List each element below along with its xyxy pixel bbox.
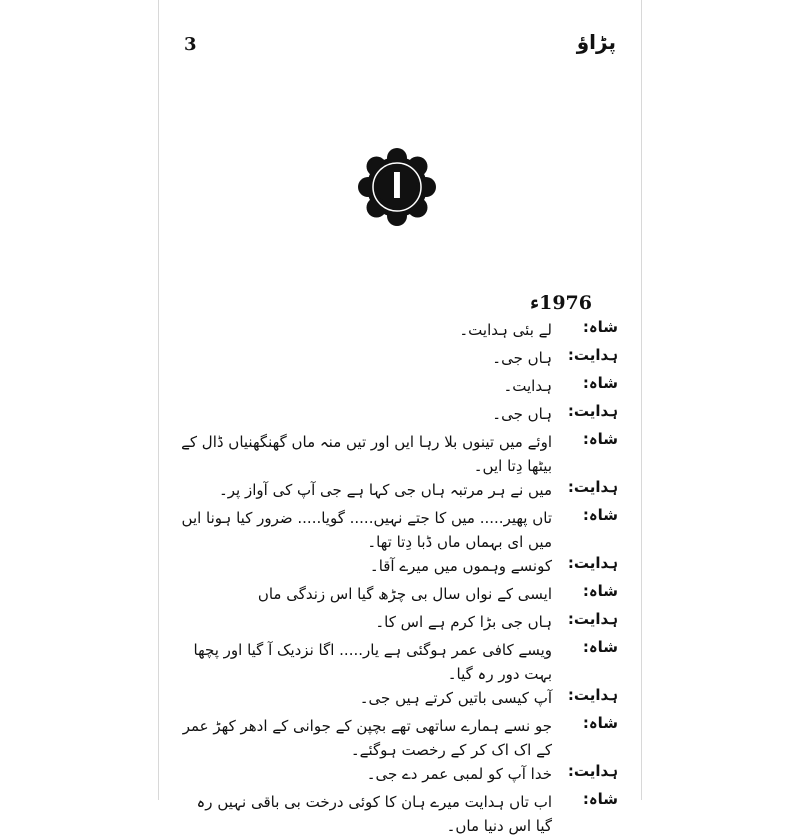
speaker-label: شاہ:	[582, 790, 618, 808]
dialogue-line	[178, 430, 618, 478]
speaker-label: ہدایت:	[567, 346, 618, 364]
dialogue-line	[178, 714, 618, 762]
dialogue-line	[178, 402, 618, 430]
speech-text: ہاں جی۔	[492, 349, 552, 367]
speech-text: تاں پھیر..... میں کا جتے نہیں..... گویا..... ضرور کیا ہونا ایں میں ای بہماں ماں ڈبا دِتا تھا۔	[181, 509, 552, 551]
dialogue-line	[178, 554, 618, 582]
page-number: 3	[184, 34, 197, 55]
speech-text: ہاں جی بڑا کرم ہے اس کا۔	[375, 613, 552, 631]
speaker-label: ہدایت:	[567, 762, 618, 780]
speaker-label: ہدایت:	[567, 478, 618, 496]
dialogue-line	[178, 790, 618, 838]
speech-text: میں نے ہر مرتبہ ہاں جی کہا ہے جی آپ کی آواز پر۔	[218, 481, 552, 499]
speaker-label: ہدایت:	[567, 554, 618, 572]
speaker-label: شاہ:	[582, 582, 618, 600]
running-title: پڑاؤ	[576, 30, 616, 54]
speaker-label: ہدایت:	[567, 686, 618, 704]
dialogue-line	[178, 346, 618, 374]
dialogue-line	[178, 686, 618, 714]
dialogue-line	[178, 374, 618, 402]
dialogue-line	[178, 478, 618, 506]
dialogue-line	[178, 610, 618, 638]
speech-text: لے بئی ہدایت۔	[459, 321, 552, 339]
speech-text: اب تاں ہدایت میرے ہان کا کوئی درخت بی باقی نہیں رہ گیا اس دنیا ماں۔	[196, 793, 552, 835]
chapter-year: 1976ء	[530, 292, 592, 314]
speech-text: جو نسے ہمارے ساتھی تھے بچپن کے جوانی کے ادھر کھڑ عمر کے اک اک کر کے رخصت ہوگئے۔	[182, 717, 552, 759]
dialogue-line	[178, 506, 618, 554]
dialogue-line	[178, 318, 618, 346]
speaker-label: ہدایت:	[567, 402, 618, 420]
speech-text: ویسے کافی عمر ہوگئی ہے یار..... اگا نزدیک آ گیا اور پچھا بہت دور رہ گیا۔	[193, 641, 552, 683]
speaker-label: شاہ:	[582, 318, 618, 336]
speaker-label: شاہ:	[582, 638, 618, 656]
speaker-label: شاہ:	[582, 714, 618, 732]
speaker-label: ہدایت:	[567, 610, 618, 628]
chapter-number: ا	[391, 167, 403, 207]
dialogue-line	[178, 638, 618, 686]
dialogue-block	[178, 318, 618, 838]
speech-text: خدا آپ کو لمبی عمر دے جی۔	[366, 765, 552, 783]
dialogue-line	[178, 582, 618, 610]
speech-text: اوئے میں تینوں بلا رہا ایں اور تیں منہ ماں گھنگھنیاں ڈال کے بیٹھا دِتا ایں۔	[181, 433, 552, 475]
speech-text: ہاں جی۔	[492, 405, 552, 423]
speech-text: ایسی کے نواں سال بی چڑھ گیا اس زندگی ماں	[257, 585, 552, 603]
speaker-label: شاہ:	[582, 374, 618, 392]
speech-text: ہدایت۔	[503, 377, 552, 395]
speaker-label: شاہ:	[582, 506, 618, 524]
speech-text: آپ کیسی باتیں کرتے ہیں جی۔	[359, 689, 552, 707]
speech-text: کونسے وہموں میں میرے آقا۔	[369, 557, 552, 575]
dialogue-line	[178, 762, 618, 790]
speaker-label: شاہ:	[582, 430, 618, 448]
